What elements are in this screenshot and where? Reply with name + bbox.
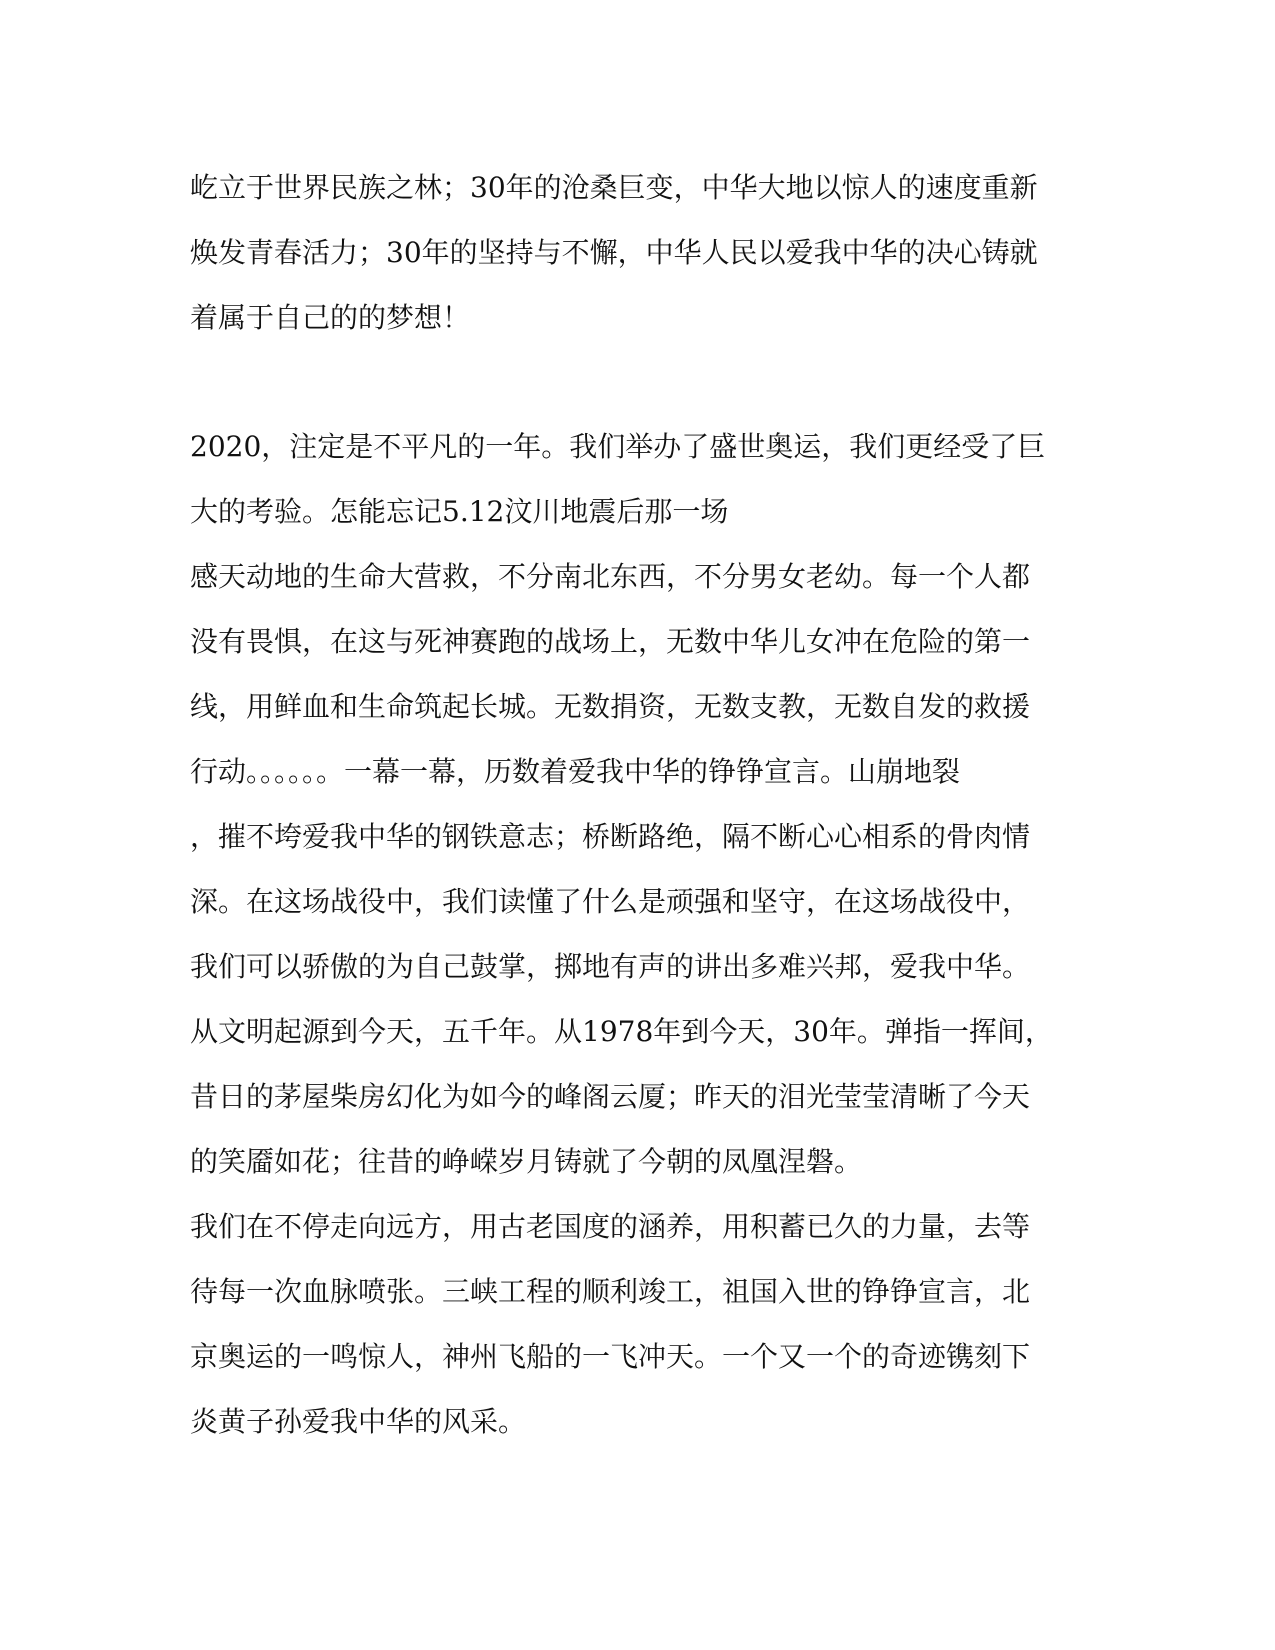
- text-line: 屹立于世界民族之林；30年的沧桑巨变，中华大地以惊人的速度重新: [190, 171, 1038, 204]
- text-line: 昔日的茅屋柴房幻化为如今的峰阁云厦；昨天的泪光莹莹清晰了今天: [190, 1080, 1031, 1113]
- text-line: 炎黄子孙爱我中华的风采。: [190, 1405, 527, 1438]
- text-line: 感天动地的生命大营救，不分南北东西，不分男女老幼。每一个人都: [190, 560, 1031, 593]
- text-line: 京奥运的一鸣惊人，神州飞船的一飞冲天。一个又一个的奇迹镌刻下: [190, 1340, 1031, 1373]
- paragraph-2: [190, 414, 1070, 1454]
- paragraph-1: [190, 155, 1070, 350]
- text-line: ，摧不垮爱我中华的钢铁意志；桥断路绝，隔不断心心相系的骨肉情: [190, 820, 1031, 853]
- text-line: 行动。。。。。。一幕一幕，历数着爱我中华的铮铮宣言。山崩地裂: [190, 755, 961, 788]
- text-line: 从文明起源到今天，五千年。从1978年到今天，30年。弹指一挥间，: [190, 1015, 1053, 1048]
- text-line: 我们在不停走向远方，用古老国度的涵养，用积蓄已久的力量，去等: [190, 1210, 1031, 1243]
- text-line: 我们可以骄傲的为自己鼓掌，掷地有声的讲出多难兴邦，爱我中华。: [190, 950, 1031, 983]
- text-line: 大的考验。怎能忘记5.12汶川地震后那一场: [190, 495, 729, 528]
- text-line: 2020，注定是不平凡的一年。我们举办了盛世奥运，我们更经受了巨: [190, 430, 1046, 463]
- text-line: 没有畏惧，在这与死神赛跑的战场上，无数中华儿女冲在危险的第一: [190, 625, 1031, 658]
- text-line: 的笑靥如花；往昔的峥嵘岁月铸就了今朝的凤凰涅磐。: [190, 1145, 863, 1178]
- text-line: 焕发青春活力；30年的坚持与不懈，中华人民以爱我中华的决心铸就: [190, 236, 1038, 269]
- text-line: 深。在这场战役中，我们读懂了什么是顽强和坚守，在这场战役中，: [190, 885, 1031, 918]
- text-line: 待每一次血脉喷张。三峡工程的顺利竣工，祖国入世的铮铮宣言，北: [190, 1275, 1031, 1308]
- text-line: 着属于自己的的梦想！: [190, 301, 471, 334]
- text-line: 线，用鲜血和生命筑起长城。无数捐资，无数支教，无数自发的救援: [190, 690, 1031, 723]
